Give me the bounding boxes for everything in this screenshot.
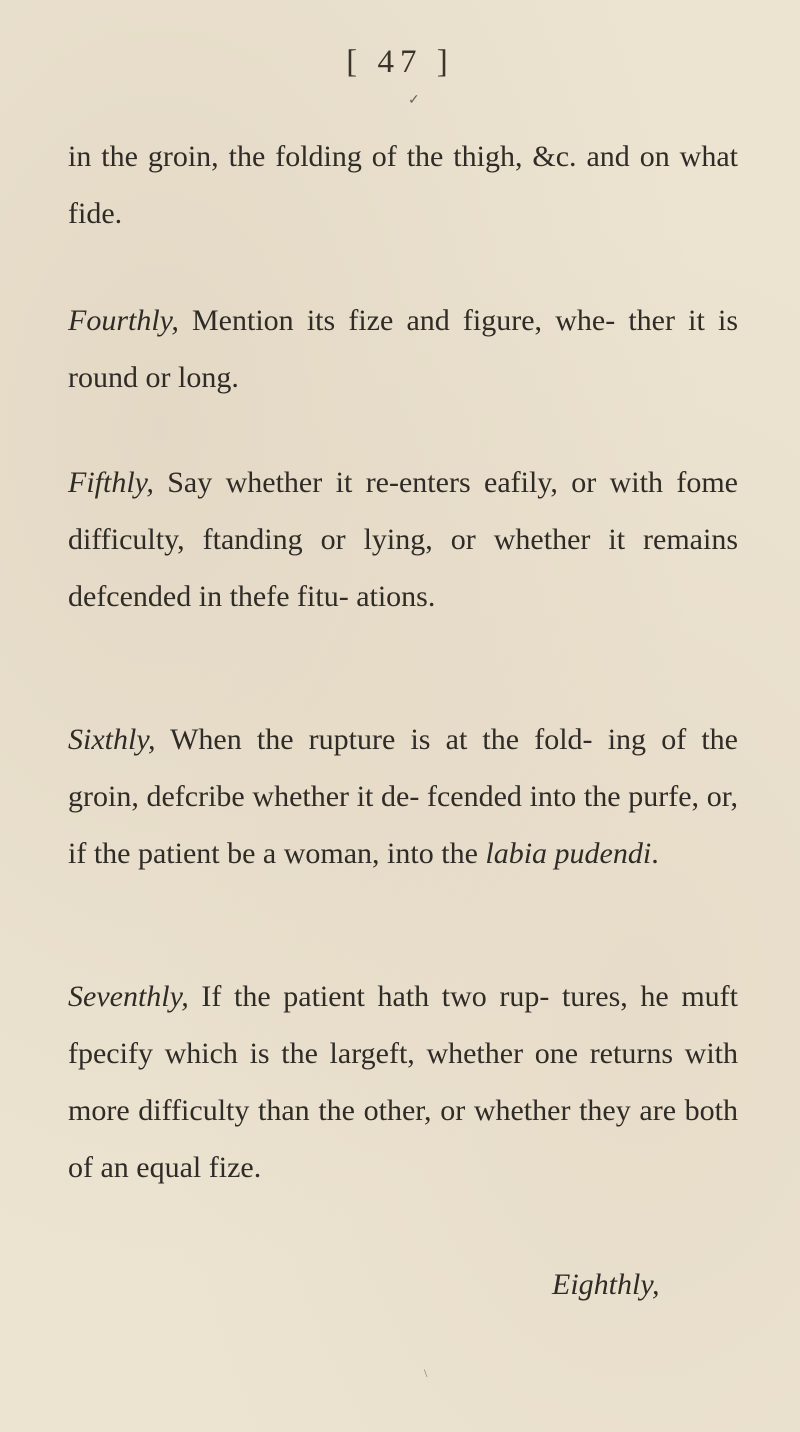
paragraph-continuation — [68, 128, 738, 242]
paragraph-fourthly — [68, 292, 738, 406]
paragraph-text: When the rupture is at the fold- ing of the groin, defcribe whether it de- fcended into the purfe, or, if the patient be a woman, into the — [68, 723, 738, 870]
bottom-mark: \ — [424, 1366, 428, 1380]
paragraph-lead: Seventhly, — [68, 980, 189, 1013]
italic-phrase: labia pudendi — [485, 837, 652, 870]
paragraph-text: Say whether it re-enters eafily, or with fome difficulty, ftanding or lying, or whether it remains defcended in thefe fitu- ations. — [68, 466, 738, 613]
paragraph-sixthly — [68, 711, 738, 882]
paragraph-text-end: . — [651, 837, 659, 870]
paragraph-text: Mention its fize and figure, whe- ther it is round or long. — [68, 304, 738, 394]
paragraph-lead: Sixthly, — [68, 723, 156, 756]
paragraph-fifthly — [68, 454, 738, 625]
paragraph-text: in the groin, the folding of the thigh, &c. and on what fide. — [68, 140, 738, 230]
paragraph-text: If the patient hath two rup- tures, he muft fpecify which is the largeft, whether one returns with more difficulty than the other, or whether they are both of an equal fize. — [68, 980, 738, 1184]
paragraph-seventhly — [68, 968, 738, 1196]
paragraph-lead: Fifthly, — [68, 466, 154, 499]
check-mark-icon: ✓ — [408, 93, 420, 108]
page-number: [ 47 ] — [346, 44, 454, 80]
paragraph-lead: Fourthly, — [68, 304, 179, 337]
catchword: Eighthly, — [552, 1268, 660, 1301]
